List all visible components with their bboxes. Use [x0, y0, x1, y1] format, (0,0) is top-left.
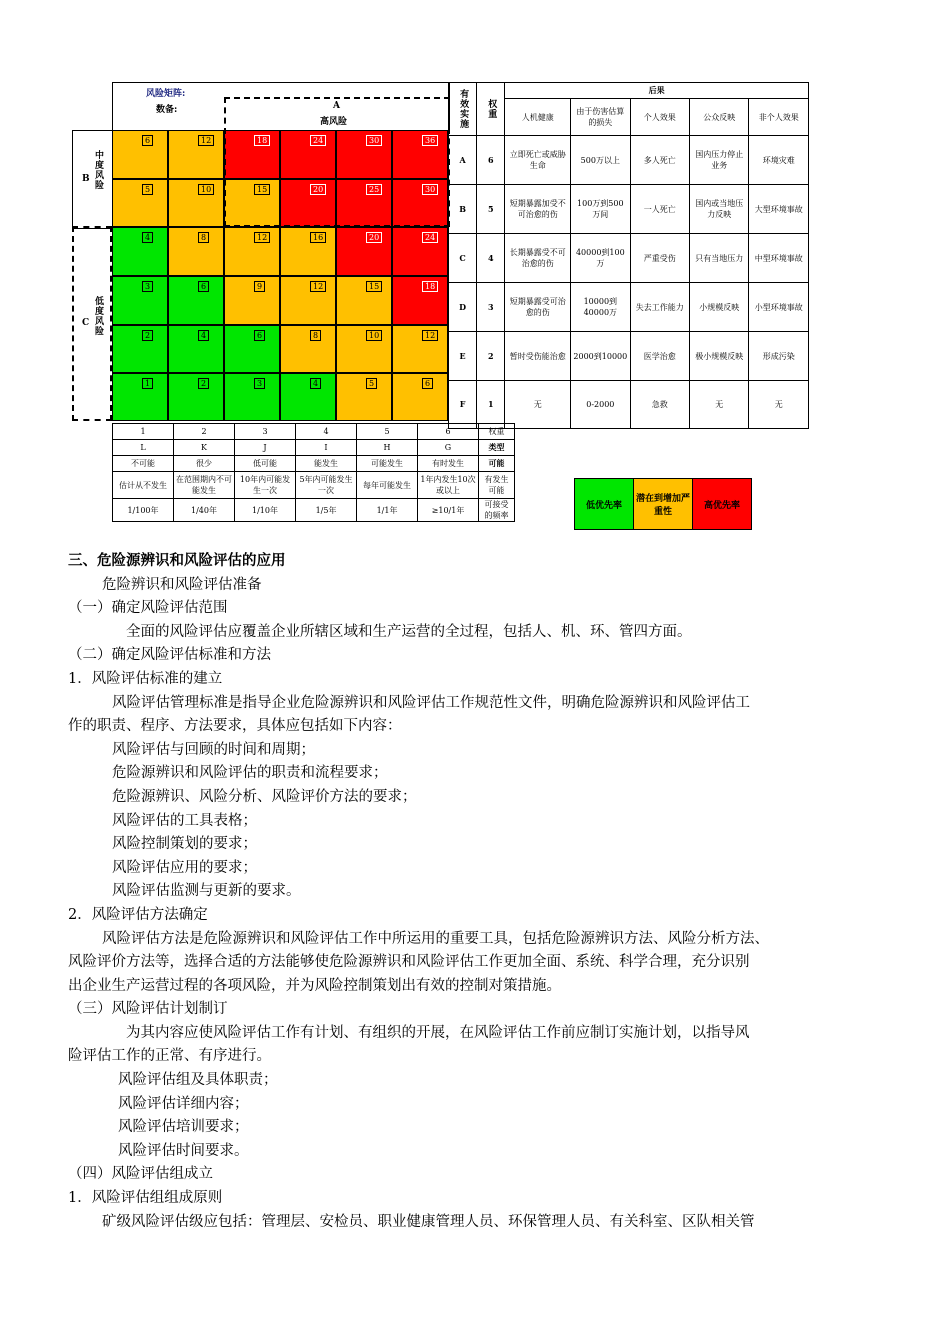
low-risk-side-label: 低度风险 [93, 296, 103, 336]
matrix-cell-value: 18 [254, 135, 270, 146]
high-risk-label: 高风险 [320, 117, 348, 127]
likelihood-cell: 1/5年 [296, 499, 357, 522]
likelihood-row-type [113, 440, 515, 456]
matrix-cell-value: 1 [142, 378, 153, 389]
paragraph-line: 风险评估与回顾的时间和周期； [112, 741, 315, 758]
paragraph-line: 风险评估时间要求。 [118, 1142, 249, 1159]
matrix-cell [224, 276, 280, 325]
matrix-cell [168, 373, 224, 421]
likelihood-cell: L [113, 440, 174, 456]
likelihood-cell: K [174, 440, 235, 456]
matrix-cell-value: 8 [310, 330, 321, 341]
matrix-cell [168, 325, 224, 373]
consequence-cell: 2000到10000 [571, 332, 630, 381]
paragraph-line: 为其内容应使风险评估工作有计划、有组织的开展，在风险评估工作前应制订实施计划，以指导风 [126, 1024, 750, 1041]
paragraph-line: 全面的风险评估应覆盖企业所辖区域和生产运营的全过程，包括人、机、环、管四方面。 [126, 623, 692, 640]
likelihood-cell: ≥10/1年 [418, 499, 479, 522]
consequence-col-header: 由于伤害估算的损失 [571, 99, 630, 136]
paragraph-line: 矿级风险评估级应包括：管理层、安检员、职业健康管理人员、环保管理人员、有关科室、区队相关管 [102, 1213, 755, 1230]
paragraph-line: 出企业生产运营过程的各项风险，并为风险控制策划出有效的控制对策措施。 [68, 977, 561, 994]
paragraph-line: 危险辨识和风险评估准备 [102, 576, 262, 593]
matrix-cell [280, 276, 336, 325]
consequence-weight: 4 [477, 234, 505, 283]
matrix-cell-value: 20 [366, 232, 382, 243]
consequence-cell: 多人死亡 [630, 136, 689, 185]
matrix-cell [392, 373, 448, 421]
matrix-cell-value: 30 [422, 184, 438, 195]
consequence-title: 后果 [505, 83, 809, 99]
matrix-cell-value: 12 [310, 281, 326, 292]
matrix-cell-value: 18 [422, 281, 438, 292]
col-weight: 权重 [477, 83, 505, 136]
likelihood-cell: 1/1年 [357, 499, 418, 522]
likelihood-row-label: 可能 [479, 456, 515, 472]
consequence-row [449, 381, 809, 429]
mid-risk-side-letter: B [82, 174, 90, 184]
legend-low: 低优先率 [575, 479, 634, 529]
body-text [68, 550, 868, 1234]
paragraph-line: 作的职责、程序、方法要求，具体应包括如下内容： [68, 718, 402, 735]
high-risk-zone-outline [224, 97, 450, 227]
matrix-cell [336, 325, 392, 373]
consequence-letter: E [449, 332, 477, 381]
consequence-col-header: 个人效果 [630, 99, 689, 136]
matrix-cell-value: 6 [142, 135, 153, 146]
likelihood-row-label: 有发生可能 [479, 472, 515, 499]
consequence-cell: 无 [690, 381, 749, 429]
matrix-cell [224, 325, 280, 373]
consequence-row [449, 136, 809, 185]
high-risk-mark: A [333, 101, 340, 111]
matrix-cell-value: 3 [142, 281, 153, 292]
matrix-cell [112, 179, 168, 227]
consequence-letter: C [449, 234, 477, 283]
paragraph-line: 风险评估培训要求； [118, 1119, 249, 1136]
matrix-cell [112, 130, 168, 179]
matrix-cell-value: 2 [142, 330, 153, 341]
matrix-cell-value: 8 [198, 232, 209, 243]
matrix-cell [392, 227, 448, 276]
likelihood-cell: 在范围期内不可能发生 [174, 472, 235, 499]
consequence-weight: 6 [477, 136, 505, 185]
matrix-cell-value: 12 [254, 232, 270, 243]
likelihood-cell: 4 [296, 424, 357, 440]
paragraph-line: 风险评估方法是危险源辨识和风险评估工作中所运用的重要工具，包括危险源辨识方法、风险分析方法、 [102, 930, 769, 947]
matrix-subtitle: 数备: [156, 105, 178, 115]
consequence-cell: 小规模反映 [690, 283, 749, 332]
paragraph-line: 2．风险评估方法确定 [68, 906, 208, 923]
matrix-cell [112, 325, 168, 373]
likelihood-row-possibility [113, 456, 515, 472]
matrix-cell [280, 373, 336, 421]
likelihood-cell: 能发生 [296, 456, 357, 472]
consequence-cell: 严重受伤 [630, 234, 689, 283]
likelihood-cell: 有时发生 [418, 456, 479, 472]
consequence-header-row [449, 83, 809, 99]
likelihood-cell: 3 [235, 424, 296, 440]
matrix-cell-value: 25 [366, 184, 382, 195]
legend-mid: 潜在到增加严重性 [634, 479, 693, 529]
paragraph-line: 危险源辨识、风险分析、风险评价方法的要求； [112, 788, 417, 805]
consequence-cell: 国内压力停止业务 [690, 136, 749, 185]
low-risk-zone-outline [72, 226, 112, 421]
consequence-cell: 短期暴露加受不可治愈的伤 [505, 185, 571, 234]
likelihood-cell: 1/40年 [174, 499, 235, 522]
likelihood-cell: 1/100年 [113, 499, 174, 522]
matrix-cell-value: 10 [366, 330, 382, 341]
likelihood-cell: G [418, 440, 479, 456]
consequence-letter: A [449, 136, 477, 185]
matrix-cell-value: 4 [198, 330, 209, 341]
paragraph-line: 风险评估管理标准是指导企业危险源辨识和风险评估工作规范性文件，明确危险源辨识和风险评估工 [112, 694, 750, 711]
matrix-cell-value: 6 [422, 378, 433, 389]
matrix-cell [168, 179, 224, 227]
matrix-cell-value: 20 [310, 184, 326, 195]
consequence-cell: 500万以上 [571, 136, 630, 185]
mid-risk-side-label: 中度风险 [93, 150, 103, 190]
likelihood-cell: 可能发生 [357, 456, 418, 472]
consequence-cell: 长期暴露受不可治愈的伤 [505, 234, 571, 283]
matrix-cell-value: 15 [366, 281, 382, 292]
likelihood-cell: 10年内可能发生一次 [235, 472, 296, 499]
paragraph-line: 风险评估监测与更新的要求。 [112, 883, 301, 900]
matrix-cell-value: 5 [366, 378, 377, 389]
matrix-cell [168, 276, 224, 325]
matrix-cell-value: 6 [198, 281, 209, 292]
matrix-cell-value: 36 [422, 135, 438, 146]
matrix-cell-value: 15 [254, 184, 270, 195]
paragraph-line: 风险评估应用的要求； [112, 859, 257, 876]
matrix-cell [336, 276, 392, 325]
matrix-cell-value: 2 [198, 378, 209, 389]
matrix-cell [112, 373, 168, 421]
likelihood-cell: 6 [418, 424, 479, 440]
col-effect: 有效实施 [449, 83, 477, 136]
likelihood-cell: 很少 [174, 456, 235, 472]
consequence-col-header: 公众反映 [690, 99, 749, 136]
consequence-col-header: 人机健康 [505, 99, 571, 136]
consequence-cell: 0-2000 [571, 381, 630, 429]
matrix-title: 风险矩阵: [146, 89, 186, 99]
consequence-cell: 只有当地压力 [690, 234, 749, 283]
consequence-cell: 失去工作能力 [630, 283, 689, 332]
likelihood-cell: 2 [174, 424, 235, 440]
paragraph-line: 1．风险评估组组成原则 [68, 1190, 223, 1207]
likelihood-row-desc [113, 472, 515, 499]
matrix-cell [112, 276, 168, 325]
likelihood-row-label: 权重 [479, 424, 515, 440]
likelihood-cell: 5年内可能发生一次 [296, 472, 357, 499]
paragraph-line: （二）确定风险评估标准和方法 [68, 647, 271, 664]
matrix-cell-value: 30 [366, 135, 382, 146]
consequence-letter: D [449, 283, 477, 332]
likelihood-cell: 估计从不发生 [113, 472, 174, 499]
matrix-cell [224, 227, 280, 276]
consequence-table [448, 82, 809, 429]
consequence-weight: 5 [477, 185, 505, 234]
matrix-cell [392, 325, 448, 373]
matrix-cell [168, 130, 224, 179]
matrix-cell [112, 227, 168, 276]
matrix-cell-value: 9 [254, 281, 265, 292]
consequence-row [449, 332, 809, 381]
consequence-row [449, 283, 809, 332]
low-risk-side-letter: C [82, 318, 90, 328]
matrix-cell [280, 325, 336, 373]
likelihood-table [112, 423, 515, 522]
priority-legend [574, 478, 752, 530]
likelihood-cell: 1 [113, 424, 174, 440]
consequence-letter: B [449, 185, 477, 234]
likelihood-cell: 1年内发生10次或以上 [418, 472, 479, 499]
paragraph-line: 风险评估的工具表格； [112, 812, 257, 829]
legend-high: 高优先率 [693, 479, 751, 529]
likelihood-cell: 5 [357, 424, 418, 440]
paragraph-line: 风险评估详细内容； [118, 1095, 249, 1112]
likelihood-cell: 不可能 [113, 456, 174, 472]
consequence-cell: 极小规模反映 [690, 332, 749, 381]
section-heading: 三、危险源辨识和风险评估的应用 [68, 553, 286, 569]
matrix-cell-value: 24 [310, 135, 326, 146]
consequence-cell: 短期暴露受可治愈的伤 [505, 283, 571, 332]
matrix-cell [280, 227, 336, 276]
consequence-cell: 大型环境事故 [749, 185, 809, 234]
consequence-cell: 急救 [630, 381, 689, 429]
likelihood-cell: 每年可能发生 [357, 472, 418, 499]
consequence-cell: 无 [749, 381, 809, 429]
paragraph-line: （四）风险评估组成立 [68, 1166, 213, 1183]
likelihood-cell: H [357, 440, 418, 456]
consequence-cell: 40000到100万 [571, 234, 630, 283]
paragraph-line: 风险评估组及具体职责； [118, 1072, 278, 1089]
likelihood-cell: 1/10年 [235, 499, 296, 522]
matrix-cell-value: 10 [198, 184, 214, 195]
matrix-cell [336, 373, 392, 421]
matrix-cell-value: 24 [422, 232, 438, 243]
consequence-col-header: 非个人效果 [749, 99, 809, 136]
consequence-cell: 形成污染 [749, 332, 809, 381]
matrix-cell [392, 276, 448, 325]
matrix-cell-value: 12 [422, 330, 438, 341]
consequence-cell: 10000到40000万 [571, 283, 630, 332]
paragraph-line: （一）确定风险评估范围 [68, 600, 228, 617]
consequence-cell: 暂时受伤能治愈 [505, 332, 571, 381]
likelihood-row-freq [113, 499, 515, 522]
paragraph-line: 风险控制策划的要求； [112, 836, 257, 853]
consequence-cell: 小型环境事故 [749, 283, 809, 332]
consequence-cell: 100万到500万间 [571, 185, 630, 234]
paragraph-line: （三）风险评估计划制订 [68, 1001, 228, 1018]
consequence-letter: F [449, 381, 477, 429]
likelihood-row-label: 可接受的频率 [479, 499, 515, 522]
consequence-cell: 国内或当地压力反映 [690, 185, 749, 234]
matrix-cell-value: 6 [254, 330, 265, 341]
matrix-cell-value: 4 [310, 378, 321, 389]
paragraph-line: 危险源辨识和风险评估的职责和流程要求； [112, 765, 388, 782]
consequence-cell: 环境灾难 [749, 136, 809, 185]
matrix-cell-value: 3 [254, 378, 265, 389]
paragraph-line: 险评估工作的正常、有序进行。 [68, 1048, 271, 1065]
consequence-cell: 立即死亡或威胁生命 [505, 136, 571, 185]
consequence-weight: 3 [477, 283, 505, 332]
likelihood-cell: J [235, 440, 296, 456]
likelihood-cell: I [296, 440, 357, 456]
likelihood-cell: 低可能 [235, 456, 296, 472]
matrix-cell-value: 5 [142, 184, 153, 195]
consequence-cell: 医学治愈 [630, 332, 689, 381]
matrix-cell [224, 373, 280, 421]
consequence-weight: 2 [477, 332, 505, 381]
matrix-cell-value: 16 [310, 232, 326, 243]
consequence-weight: 1 [477, 381, 505, 429]
matrix-cell [336, 227, 392, 276]
matrix-cell-value: 12 [198, 135, 214, 146]
consequence-cell: 一人死亡 [630, 185, 689, 234]
likelihood-row-label: 类型 [479, 440, 515, 456]
matrix-cell [168, 227, 224, 276]
consequence-cell: 中型环境事故 [749, 234, 809, 283]
consequence-row [449, 234, 809, 283]
consequence-row [449, 185, 809, 234]
matrix-cell-value: 4 [142, 232, 153, 243]
consequence-cell: 无 [505, 381, 571, 429]
paragraph-line: 风险评价方法等，选择合适的方法能够使危险源辨识和风险评估工作更加全面、系统、科学合理，充分识别 [68, 954, 750, 971]
paragraph-line: 1．风险评估标准的建立 [68, 670, 223, 687]
